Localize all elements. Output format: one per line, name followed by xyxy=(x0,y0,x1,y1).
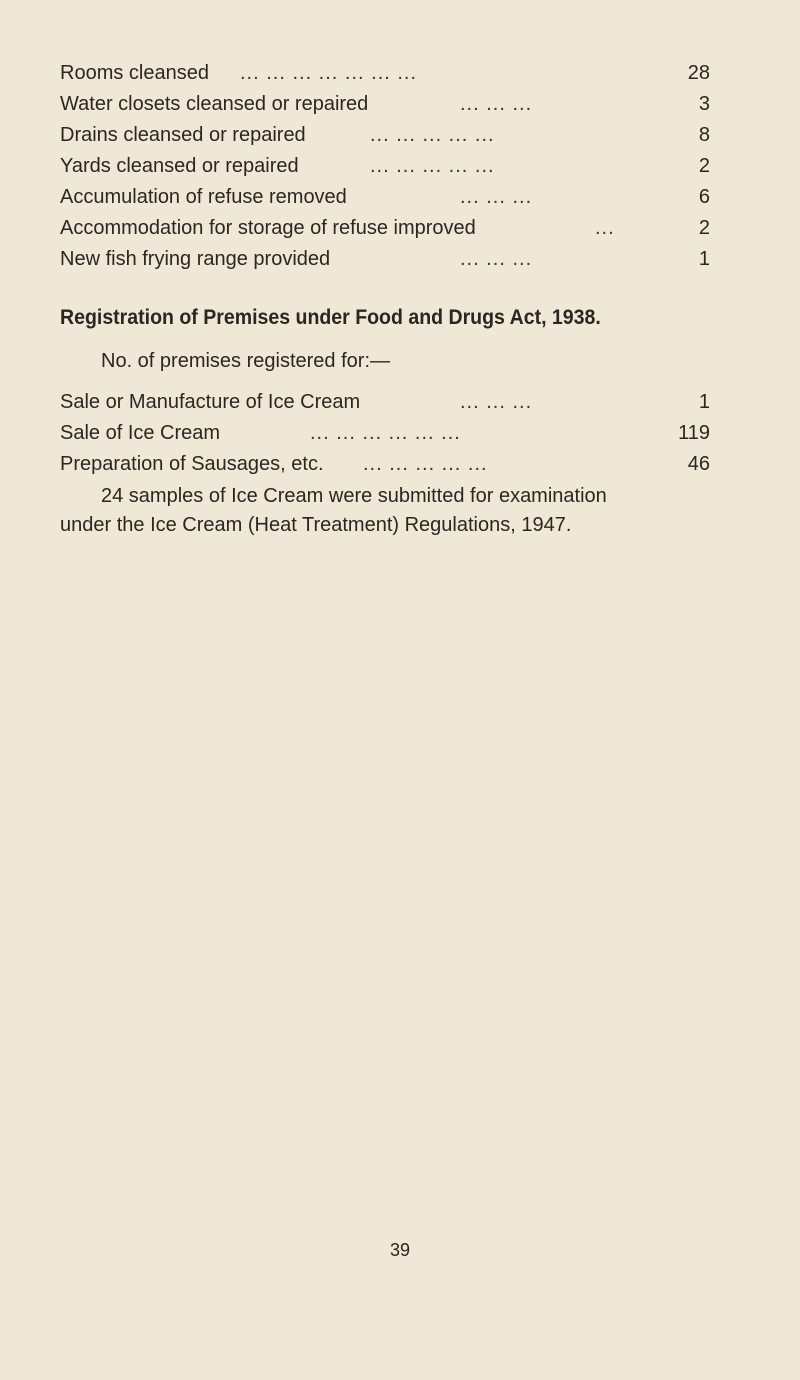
section-heading: Registration of Premises under Food and Drugs Act, 1938. xyxy=(60,306,601,329)
list-item xyxy=(60,89,710,120)
item-value: 1 xyxy=(698,391,710,413)
item-label: Rooms cleansed xyxy=(60,62,209,84)
dot-leader: ... ... ... xyxy=(460,186,533,208)
item-value: 119 xyxy=(678,422,710,444)
list-item xyxy=(60,182,710,213)
item-value: 2 xyxy=(698,155,710,177)
item-label: Accumulation of refuse removed xyxy=(60,186,347,208)
item-value: 2 xyxy=(698,217,710,239)
list-item xyxy=(60,58,710,89)
item-label: Yards cleansed or repaired xyxy=(60,155,299,177)
page-number: 39 xyxy=(389,1240,411,1260)
item-value: 6 xyxy=(698,186,710,208)
item-value: 28 xyxy=(687,62,710,84)
dot-leader: ... ... ... xyxy=(460,391,533,413)
item-label: Sale of Ice Cream xyxy=(60,422,221,444)
cleansing-list xyxy=(60,58,710,275)
item-value: 3 xyxy=(698,93,710,115)
dot-leader: ... ... ... ... ... xyxy=(370,155,495,177)
item-label: New fish frying range provided xyxy=(60,248,331,270)
list-item xyxy=(60,387,710,418)
item-label: Drains cleansed or repaired xyxy=(60,124,306,146)
paragraph-line: under the Ice Cream (Heat Treatment) Regulations, 1947. xyxy=(60,514,572,536)
item-value: 8 xyxy=(698,124,710,146)
item-label: Water closets cleansed or repaired xyxy=(60,93,369,115)
list-item xyxy=(60,449,710,480)
item-label: Sale or Manufacture of Ice Cream xyxy=(60,391,361,413)
item-value: 46 xyxy=(687,453,710,475)
list-item xyxy=(60,244,710,275)
list-item xyxy=(60,213,710,244)
list-item xyxy=(60,151,710,182)
paragraph-line: 24 samples of Ice Cream were submitted for examination xyxy=(101,485,607,507)
dot-leader: ... xyxy=(595,217,615,239)
ice-cream-paragraph xyxy=(60,482,720,540)
section-subheading: No. of premises registered for:— xyxy=(101,350,390,372)
item-label: Accommodation for storage of refuse improved xyxy=(60,217,476,239)
registration-list xyxy=(60,387,710,480)
list-item xyxy=(60,418,710,449)
list-item xyxy=(60,120,710,151)
item-value: 1 xyxy=(698,248,710,270)
dot-leader: ... ... ... xyxy=(460,248,533,270)
dot-leader: ... ... ... xyxy=(460,93,533,115)
item-label: Preparation of Sausages, etc. xyxy=(60,453,324,475)
dot-leader: ... ... ... ... ... xyxy=(363,453,488,475)
dot-leader: ... ... ... ... ... ... ... xyxy=(240,62,418,84)
dot-leader: ... ... ... ... ... ... xyxy=(310,422,461,444)
dot-leader: ... ... ... ... ... xyxy=(370,124,495,146)
